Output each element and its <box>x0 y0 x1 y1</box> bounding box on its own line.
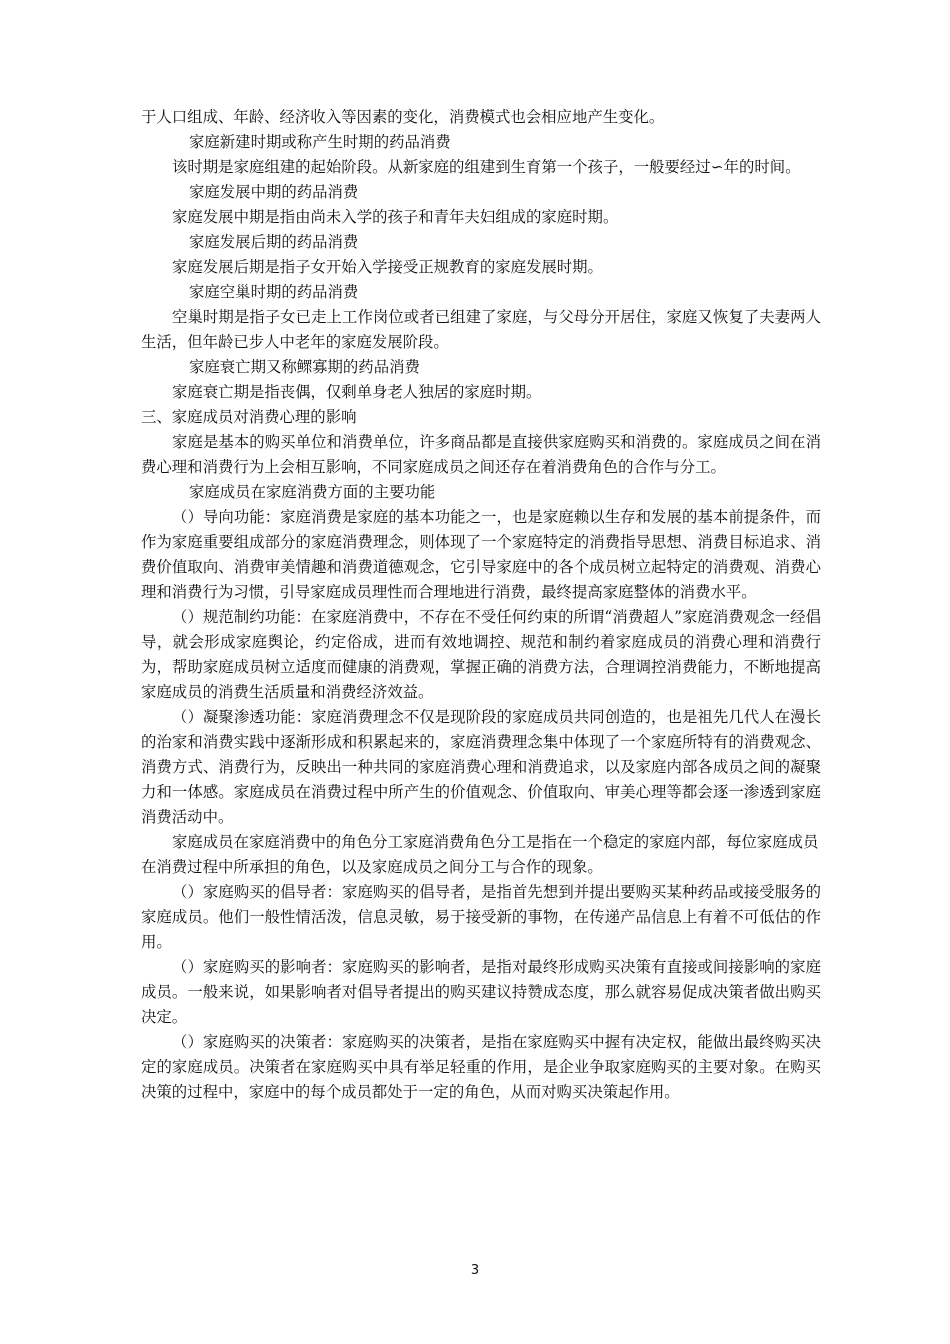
paragraph: 三、家庭成员对消费心理的影响 <box>141 408 357 426</box>
paragraph: （）导向功能：家庭消费是家庭的基本功能之一，也是家庭赖以生存和发展的基本前提条件，而作为家庭重要组成部分的家庭消费理念，则体现了一个家庭特定的消费指导思想、消费目标追求、消费价值取向、消费审美情趣和消费道德观念，它引导家庭中的各个成员树立起特定的消费观、消费心理和消费行为习惯，引导家庭成员理性而合理地进行消费，最终提高家庭整体的消费水平。 <box>141 508 821 601</box>
section-heading: 家庭新建时期或称产生时期的药品消费 <box>189 133 451 151</box>
paragraph: （）家庭购买的影响者：家庭购买的影响者，是指对最终形成购买决策有直接或间接影响的家庭成员。一般来说，如果影响者对倡导者提出的购买建议持赞成态度，那么就容易促成决策者做出购买决定。 <box>141 958 821 1026</box>
paragraph: 家庭衰亡期是指丧偶，仅剩单身老人独居的家庭时期。 <box>172 383 542 401</box>
section-heading: 家庭空巢时期的药品消费 <box>189 283 359 301</box>
paragraph: （）家庭购买的倡导者：家庭购买的倡导者，是指首先想到并提出要购买某种药品或接受服务的家庭成员。他们一般性情活泼，信息灵敏，易于接受新的事物，在传递产品信息上有着不可低估的作用。 <box>141 883 821 951</box>
page-number: 3 <box>470 1263 480 1278</box>
paragraph: 空巢时期是指子女已走上工作岗位或者已组建了家庭，与父母分开居住，家庭又恢复了夫妻两人生活，但年龄已步人中老年的家庭发展阶段。 <box>141 308 821 351</box>
section-heading: 家庭发展中期的药品消费 <box>189 183 359 201</box>
section-heading: 家庭发展后期的药品消费 <box>189 233 359 251</box>
paragraph: 家庭成员在家庭消费中的角色分工家庭消费角色分工是指在一个稳定的家庭内部，每位家庭成员在消费过程中所承担的角色，以及家庭成员之间分工与合作的现象。 <box>141 833 819 876</box>
paragraph: 家庭发展中期是指由尚未入学的孩子和青年夫妇组成的家庭时期。 <box>172 208 619 226</box>
paragraph: 家庭是基本的购买单位和消费单位，许多商品都是直接供家庭购买和消费的。家庭成员之间在消费心理和消费行为上会相互影响，不同家庭成员之间还存在着消费角色的合作与分工。 <box>141 433 821 476</box>
paragraph: 家庭发展后期是指子女开始入学接受正规教育的家庭发展时期。 <box>172 258 603 276</box>
section-heading: 家庭衰亡期又称鳏寡期的药品消费 <box>189 358 420 376</box>
paragraph: （）凝聚渗透功能：家庭消费理念不仅是现阶段的家庭成员共同创造的，也是祖先几代人在漫长的治家和消费实践中逐渐形成和积累起来的，家庭消费理念集中体现了一个家庭所特有的消费观念、消费方式、消费行为，反映出一种共同的家庭消费心理和消费追求，以及家庭内部各成员之间的凝聚力和一体感。家庭成员在消费过程中所产生的价值观念、价值取向、审美心理等都会逐一渗透到家庭消费活动中。 <box>141 708 821 826</box>
paragraph: 于人口组成、年龄、经济收入等因素的变化，消费模式也会相应地产生变化。 <box>141 108 665 126</box>
section-heading: 家庭成员在家庭消费方面的主要功能 <box>189 483 436 501</box>
paragraph: 该时期是家庭组建的起始阶段。从新家庭的组建到生育第一个孩子，一般要经过∽年的时间。 <box>172 158 801 176</box>
document-body <box>141 105 821 1105</box>
paragraph: （）家庭购买的决策者：家庭购买的决策者，是指在家庭购买中握有决定权，能做出最终购买决定的家庭成员。决策者在家庭购买中具有举足轻重的作用，是企业争取家庭购买的主要对象。在购买决策的过程中，家庭中的每个成员都处于一定的角色，从而对购买决策起作用。 <box>141 1033 821 1101</box>
paragraph: （）规范制约功能：在家庭消费中，不存在不受任何约束的所谓“消费超人”家庭消费观念一经倡导，就会形成家庭舆论，约定俗成，进而有效地调控、规范和制约着家庭成员的消费心理和消费行为，帮助家庭成员树立适度而健康的消费观，掌握正确的消费方法，合理调控消费能力，不断地提高家庭成员的消费生活质量和消费经济效益。 <box>141 608 821 701</box>
